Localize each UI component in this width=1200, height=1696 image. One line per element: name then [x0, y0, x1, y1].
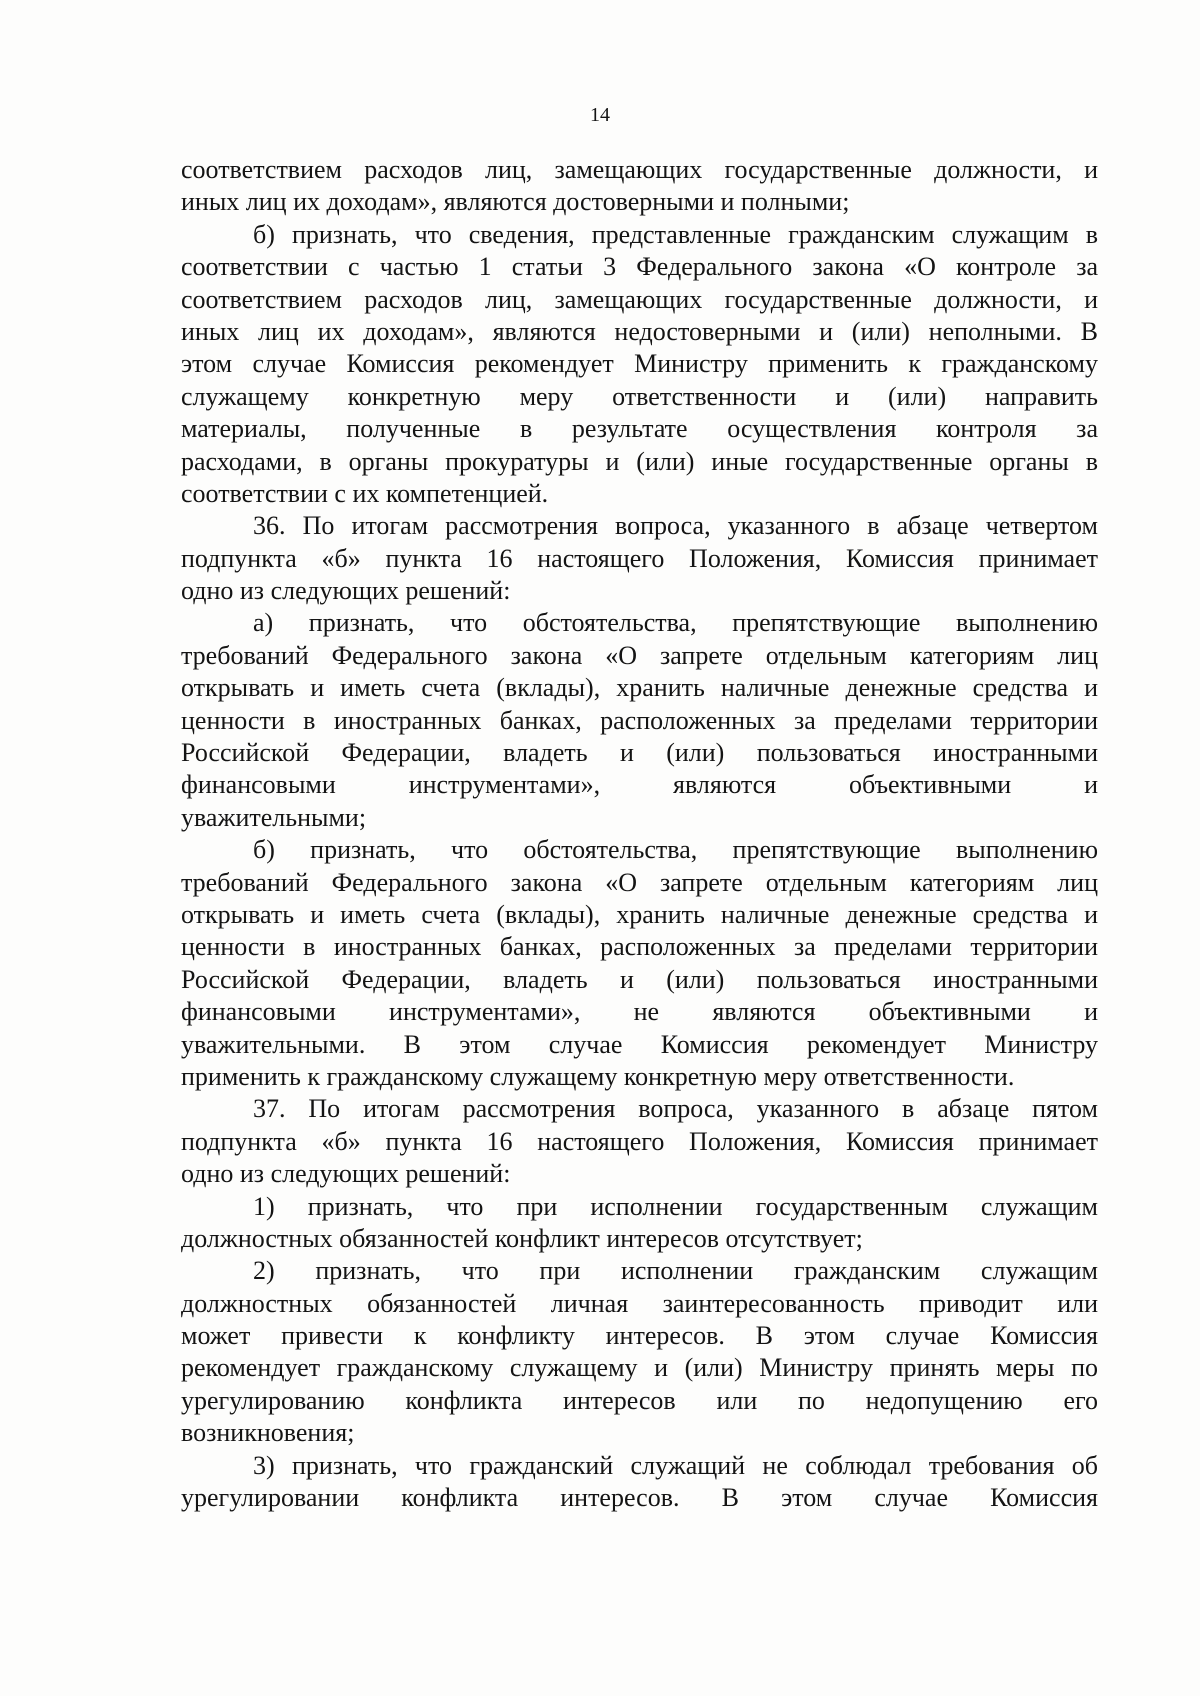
text-line: а) признать, что обстоятельства, препятствующие выполнению — [253, 608, 1098, 638]
text-line: должностных обязанностей конфликт интересов отсутствует; — [181, 1223, 863, 1253]
text-line: иных лиц их доходам», являются недостоверными и (или) неполными. В — [181, 316, 1098, 346]
text-line: Российской Федерации, владеть и (или) пользоваться иностранными — [181, 964, 1098, 994]
text-line: возникновения; — [181, 1418, 355, 1448]
body-text — [181, 154, 1098, 1514]
text-line: урегулированию конфликта интересов или по недопущению его — [181, 1385, 1098, 1415]
text-line: 37. По итогам рассмотрения вопроса, указанного в абзаце пятом — [253, 1094, 1098, 1124]
text-line: может привести к конфликту интересов. В этом случае Комиссия — [181, 1321, 1098, 1351]
text-line: иных лиц их доходам», являются достоверными и полными; — [181, 187, 850, 217]
text-line: уважительными. В этом случае Комиссия рекомендует Министру — [181, 1029, 1098, 1059]
text-line: одно из следующих решений: — [181, 1159, 511, 1189]
text-line: соответствием расходов лиц, замещающих государственные должности, и — [181, 284, 1098, 314]
text-line: одно из следующих решений: — [181, 576, 511, 606]
text-line: 3) признать, что гражданский служащий не соблюдал требования об — [253, 1450, 1098, 1480]
text-line: соответствием расходов лиц, замещающих государственные должности, и — [181, 155, 1098, 184]
text-line: должностных обязанностей личная заинтересованность приводит или — [181, 1288, 1098, 1318]
text-line: урегулировании конфликта интересов. В этом случае Комиссия — [181, 1483, 1098, 1513]
text-line: б) признать, что сведения, представленные гражданским служащим в — [253, 219, 1098, 249]
text-line: рекомендует гражданскому служащему и (или) Министру принять меры по — [181, 1353, 1098, 1383]
text-line: открывать и иметь счета (вклады), хранить наличные денежные средства и — [181, 673, 1098, 703]
text-line: ценности в иностранных банках, расположенных за пределами территории — [181, 932, 1098, 962]
text-line: подпункта «б» пункта 16 настоящего Положения, Комиссия принимает — [181, 543, 1098, 573]
text-line: 1) признать, что при исполнении государственным служащим — [253, 1191, 1098, 1221]
text-line: финансовыми инструментами», являются объективными и — [181, 770, 1098, 800]
text-line: требований Федерального закона «О запрете отдельным категориям лиц — [181, 640, 1098, 670]
text-line: 36. По итогам рассмотрения вопроса, указанного в абзаце четвертом — [253, 511, 1098, 541]
text-line: материалы, полученные в результате осуществления контроля за — [181, 414, 1098, 444]
text-line: применить к гражданскому служащему конкретную меру ответственности. — [181, 1061, 1015, 1091]
text-line: 2) признать, что при исполнении гражданским служащим — [253, 1256, 1098, 1286]
text-line: служащему конкретную меру ответственности и (или) направить — [181, 381, 1098, 411]
text-line: этом случае Комиссия рекомендует Министру применить к гражданскому — [181, 349, 1098, 379]
text-line: соответствии с частью 1 статьи 3 Федерального закона «О контроле за — [181, 252, 1098, 282]
text-line: финансовыми инструментами», не являются объективными и — [181, 997, 1098, 1027]
text-line: соответствии с их компетенцией. — [181, 478, 549, 508]
text-line: подпункта «б» пункта 16 настоящего Положения, Комиссия принимает — [181, 1126, 1098, 1156]
text-line: открывать и иметь счета (вклады), хранить наличные денежные средства и — [181, 899, 1098, 929]
text-line: расходами, в органы прокуратуры и (или) иные государственные органы в — [181, 446, 1098, 476]
text-line: ценности в иностранных банках, расположенных за пределами территории — [181, 705, 1098, 735]
text-line: требований Федерального закона «О запрете отдельным категориям лиц — [181, 867, 1098, 897]
text-line: Российской Федерации, владеть и (или) пользоваться иностранными — [181, 738, 1098, 768]
text-line: б) признать, что обстоятельства, препятствующие выполнению — [253, 835, 1098, 865]
page-number: 14 — [590, 104, 610, 126]
text-line: уважительными; — [181, 802, 367, 832]
